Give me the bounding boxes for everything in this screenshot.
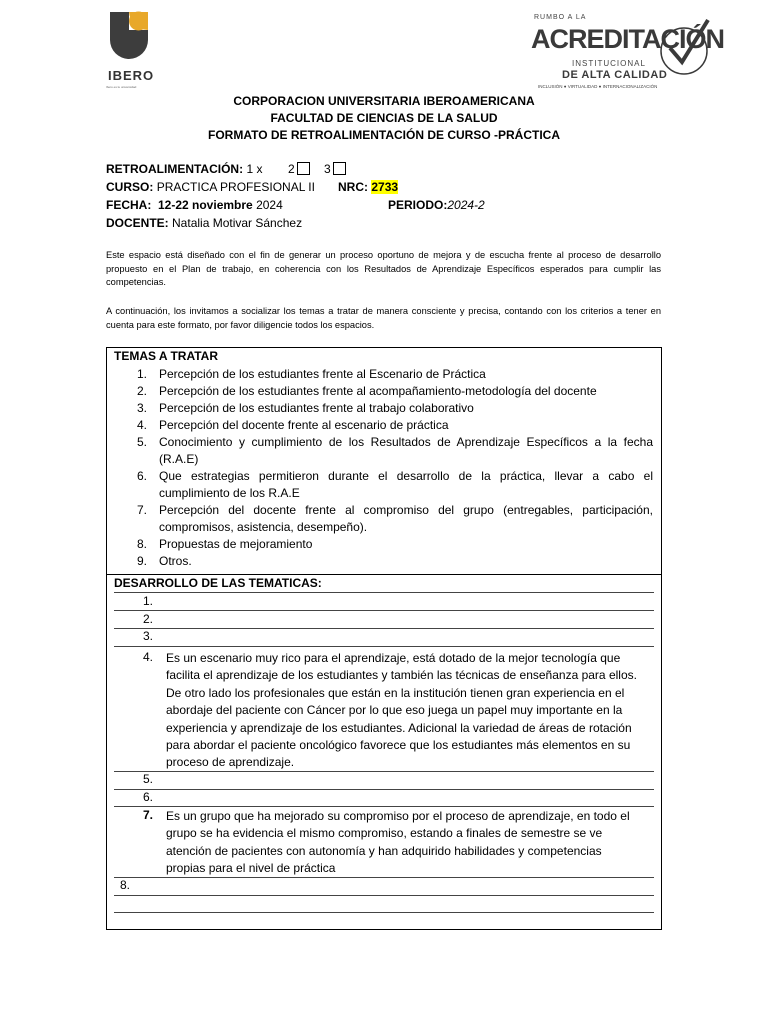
temas-title: TEMAS A TRATAR xyxy=(114,349,218,363)
document-titles xyxy=(0,93,768,144)
desarrollo-number-6: 6. xyxy=(143,790,154,804)
curso-label: CURSO: xyxy=(106,180,154,194)
fecha-label: FECHA: xyxy=(106,198,152,212)
tema-text: Que estrategias permitieron durante el desarrollo de la práctica, llevar a cabo el cumplimiento de los R.A.E xyxy=(159,469,653,500)
nrc-field xyxy=(338,178,398,196)
retro-option-3 xyxy=(324,160,346,178)
tema-item xyxy=(107,553,661,570)
answer-line xyxy=(114,912,654,913)
tema-text: Percepción del docente frente al compromiso del grupo (entregables, participación, compromisos, asistencia, desempeño). xyxy=(159,503,653,534)
desarrollo-number-8: 8. xyxy=(120,878,131,892)
tema-number: 1. xyxy=(137,367,148,381)
tema-number: 6. xyxy=(137,469,148,483)
curso-row xyxy=(106,178,666,196)
docente-row xyxy=(106,214,666,232)
periodo-label: PERIODO: xyxy=(388,198,448,212)
title-university: CORPORACION UNIVERSITARIA IBEROAMERICANA xyxy=(233,94,535,108)
fecha-row xyxy=(106,196,666,214)
answer-line xyxy=(114,877,654,878)
ibero-wordmark: IBERO xyxy=(108,68,155,83)
tema-number: 3. xyxy=(137,401,148,415)
acreditacion-top-text: RUMBO A LA xyxy=(534,14,587,21)
desarrollo-number-3: 3. xyxy=(143,629,154,643)
retro-option-2-checkbox[interactable] xyxy=(297,162,310,175)
fecha-value-year: 2024 xyxy=(256,198,283,212)
tema-number: 8. xyxy=(137,537,148,551)
docente-label: DOCENTE: xyxy=(106,216,169,230)
desarrollo-number-4: 4. xyxy=(143,650,154,664)
acreditacion-calidad-text: DE ALTA CALIDAD xyxy=(562,69,668,81)
curso-value: PRACTICA PROFESIONAL II xyxy=(156,180,315,194)
desarrollo-number-7: 7. xyxy=(143,808,154,822)
answer-line xyxy=(114,646,654,647)
acreditacion-institucional-text: INSTITUCIONAL xyxy=(572,59,646,68)
tema-text: Percepción de los estudiantes frente al acompañamiento-metodología del docente xyxy=(159,384,597,398)
desarrollo-answer-7: Es un grupo que ha mejorado su compromiso por el proceso de aprendizaje, en todo el grupo se ha evidencia el mismo compromiso, estando a finales de semestre se ve atención de pacientes con autonomía y han adquirido habilidades y competencias propias para el nivel de práctica xyxy=(166,809,630,876)
tema-item xyxy=(107,536,661,553)
retro-option-2 xyxy=(288,160,310,178)
retro-option-2-label: 2 xyxy=(288,162,295,176)
ibero-tagline: Ibero es tu universidad xyxy=(106,85,137,89)
tema-text: Percepción del docente frente al escenario de práctica xyxy=(159,418,449,432)
tema-item xyxy=(107,400,661,417)
temas-list xyxy=(107,366,661,570)
answer-line xyxy=(114,592,654,593)
retro-label: RETROALIMENTACIÓN: xyxy=(106,162,244,176)
acreditacion-main-text: ACREDITACIÓN xyxy=(531,24,724,54)
nrc-value: 2733 xyxy=(371,180,399,194)
tema-item xyxy=(107,383,661,400)
tema-number: 4. xyxy=(137,418,148,432)
tema-item xyxy=(107,468,661,502)
answer-line xyxy=(114,771,654,772)
docente-value: Natalia Motivar Sánchez xyxy=(172,216,303,230)
tema-item xyxy=(107,502,661,536)
answer-line xyxy=(114,789,654,790)
feedback-table xyxy=(106,347,662,930)
ibero-logo xyxy=(104,10,164,90)
periodo-field xyxy=(388,196,485,214)
tema-number: 5. xyxy=(137,435,148,449)
periodo-value: 2024-2 xyxy=(447,198,485,212)
tema-item xyxy=(107,434,661,468)
desarrollo-number-1: 1. xyxy=(143,594,154,608)
tema-text: Propuestas de mejoramiento xyxy=(159,537,313,551)
tema-text: Conocimiento y cumplimiento de los Resultados de Aprendizaje Específicos a la fecha (R.A.E) xyxy=(159,435,653,466)
tema-text: Percepción de los estudiantes frente al trabajo colaborativo xyxy=(159,401,474,415)
retro-row xyxy=(106,160,666,178)
answer-line xyxy=(114,628,654,629)
tema-number: 7. xyxy=(137,503,148,517)
answer-line xyxy=(114,895,654,896)
info-block xyxy=(106,160,666,232)
tema-item xyxy=(107,417,661,434)
title-faculty: FACULTAD DE CIENCIAS DE LA SALUD xyxy=(270,111,498,125)
tema-item xyxy=(107,366,661,383)
section-divider xyxy=(107,574,661,575)
retro-option-3-checkbox[interactable] xyxy=(333,162,346,175)
desarrollo-title: DESARROLLO DE LAS TEMATICAS: xyxy=(114,576,322,590)
answer-line xyxy=(114,610,654,611)
fecha-value-dates: 12-22 noviembre xyxy=(158,198,253,212)
instructions-paragraph: A continuación, los invitamos a socializar los temas a tratar de manera consciente y precisa, contando con los criterios a tener en cuenta para este formato, por favor diligencie todos los espacios. xyxy=(106,306,661,330)
tema-number: 2. xyxy=(137,384,148,398)
retro-option-1: 1 x xyxy=(246,162,263,176)
title-format: FORMATO DE RETROALIMENTACIÓN DE CURSO -PRÁCTICA xyxy=(208,128,560,142)
desarrollo-number-5: 5. xyxy=(143,772,154,786)
acreditacion-logo xyxy=(528,14,724,94)
tema-number: 9. xyxy=(137,554,148,568)
answer-line xyxy=(114,806,654,807)
tema-text: Percepción de los estudiantes frente al Escenario de Práctica xyxy=(159,367,486,381)
intro-paragraph: Este espacio está diseñado con el fin de generar un proceso oportuno de mejora y de escucha frente al proceso de desarrollo propuesto en el Plan de trabajo, en coherencia con los Resultados de Aprendizaje Específicos esperados para cumplir las competencias. xyxy=(106,250,661,287)
tema-text: Otros. xyxy=(159,554,192,568)
desarrollo-answer-4: Es un escenario muy rico para el aprendizaje, está dotado de la mejor tecnología que facilita el aprendizaje de los estudiantes y también las técnicas de enseñanza para ellos. De otro lado los profesionales que están en la institución tienen gran experiencia en el abordaje del paciente con Cáncer por lo que eso juega un papel muy importante en la experiencia y aprendizaje de los estudiantes. Adicional la variedad de áreas de rotación para abordar el paciente oncológico favorece que los estudiantes más elementos en su proceso de aprendizaje. xyxy=(166,651,637,770)
acreditacion-tags: INCLUSIÓN ● VIRTUALIDAD ● INTERNACIONALIZACIÓN xyxy=(538,84,658,89)
desarrollo-number-2: 2. xyxy=(143,612,154,626)
nrc-label: NRC: xyxy=(338,180,368,194)
ibero-emblem-icon xyxy=(104,10,154,68)
retro-option-3-label: 3 xyxy=(324,162,331,176)
